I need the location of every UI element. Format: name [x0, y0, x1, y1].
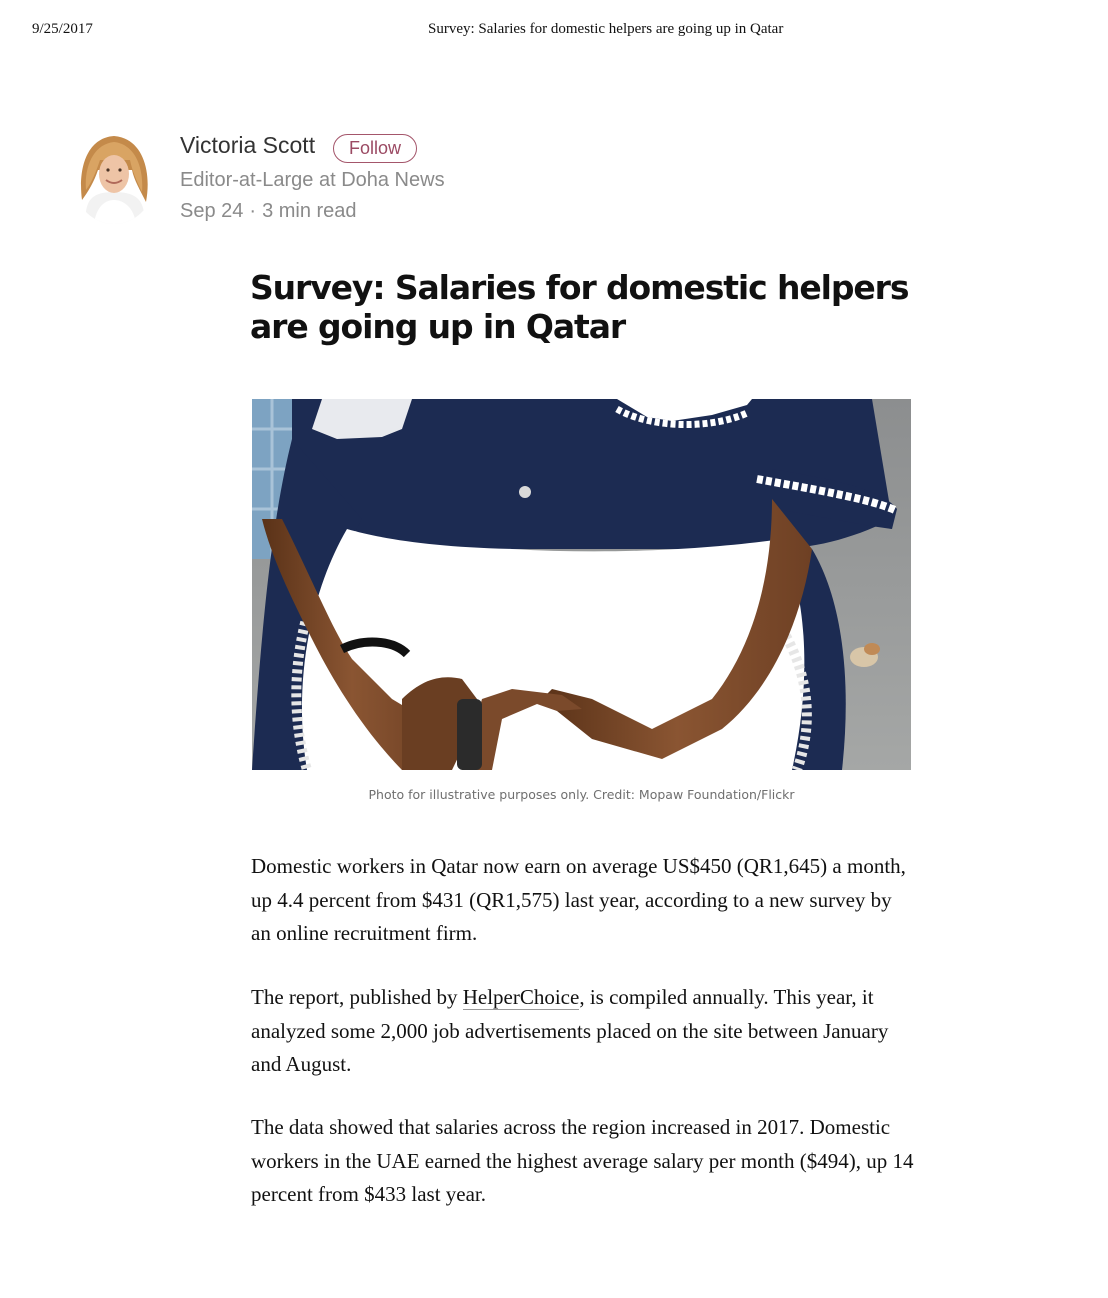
- print-header: [0, 21, 1108, 41]
- post-meta: [180, 200, 357, 223]
- helperchoice-link[interactable]: HelperChoice: [462, 985, 580, 1009]
- image-caption: Photo for illustrative purposes only. Credit: Mopaw Foundation/Flickr: [368, 787, 795, 802]
- print-title: Survey: Salaries for domestic helpers are going up in Qatar: [428, 21, 784, 37]
- author-block: [72, 128, 592, 228]
- print-date: 9/25/2017: [32, 21, 93, 37]
- post-date[interactable]: Sep 24: [180, 200, 244, 222]
- paragraph-text: , is compiled annually. This year, it analyzed some 2,000 job advertisements placed on the site between January and August.: [251, 985, 889, 1076]
- article-paragraph: [251, 981, 916, 1082]
- author-name[interactable]: Victoria Scott: [180, 132, 316, 158]
- article-paragraph: The data showed that salaries across the region increased in 2017. Domestic workers in the UAE earned the highest average salary per month ($494), up 14 percent from $433 last year.: [251, 1115, 914, 1206]
- author-bio: Editor-at-Large at Doha News: [180, 169, 445, 191]
- read-time: 3 min read: [262, 200, 357, 222]
- article-paragraph: Domestic workers in Qatar now earn on average US$450 (QR1,645) a month, up 4.4 percent from $431 (QR1,575) last year, according to a new survey by an online recruitment firm.: [251, 854, 906, 945]
- article-title: Survey: Salaries for domestic helpers are going up in Qatar: [250, 268, 909, 346]
- avatar[interactable]: [72, 130, 156, 224]
- meta-separator: ·: [249, 200, 257, 222]
- follow-button[interactable]: Follow: [333, 134, 417, 163]
- hero-image: [252, 399, 911, 770]
- paragraph-text: The report, published by: [251, 985, 463, 1009]
